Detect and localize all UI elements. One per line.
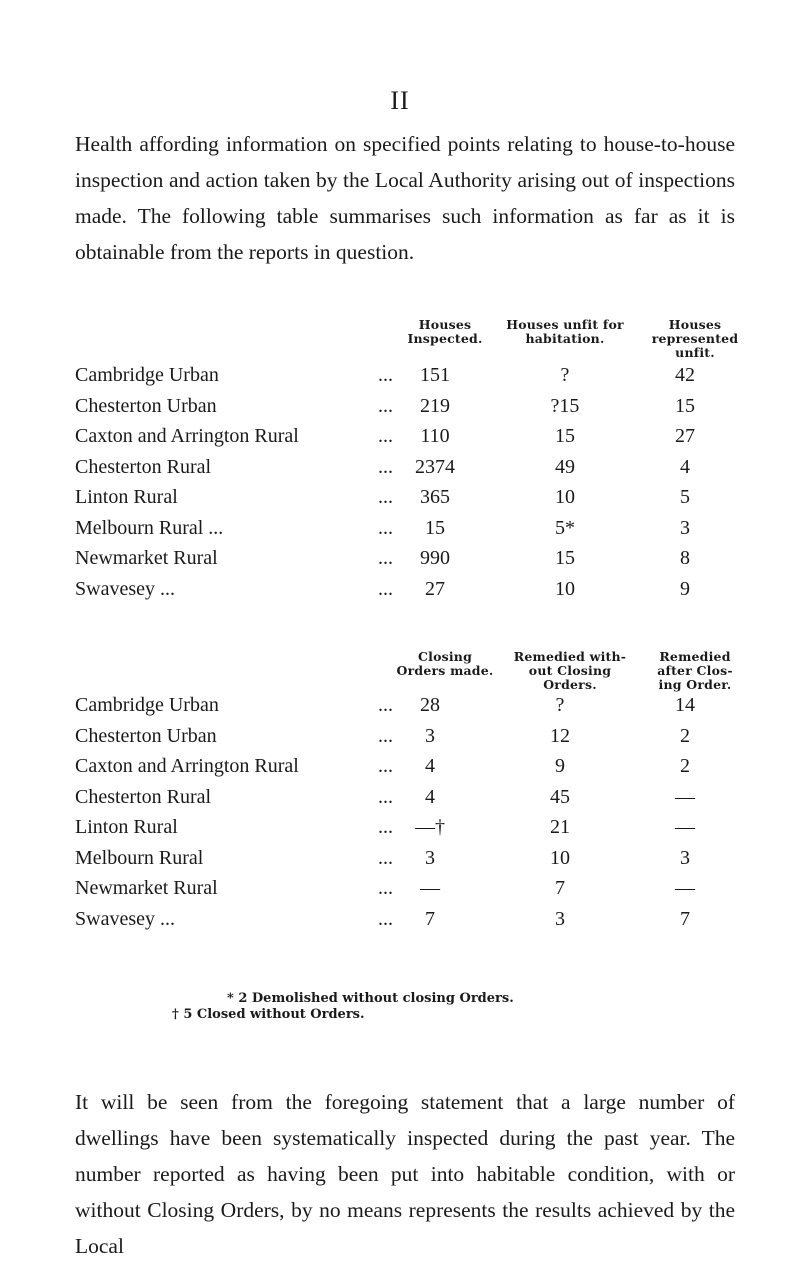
- cell-value-col1: —: [420, 877, 440, 899]
- cell-value-col2: 15: [555, 547, 575, 569]
- table-row: [75, 364, 745, 396]
- leader-dots: ...: [378, 846, 393, 869]
- cell-value-col1: 7: [425, 907, 435, 930]
- cell-value-col2: 49: [555, 455, 575, 478]
- cell-value-col1: 27: [425, 577, 445, 600]
- cell-value-col1: 15: [425, 516, 445, 539]
- footnotes: [75, 991, 514, 1023]
- header-remedied-without-closing-orders: Remedied with- out Closing Orders.: [513, 649, 627, 692]
- cell-value-col2: 15: [555, 425, 575, 447]
- table-row: [75, 725, 745, 757]
- cell-value-col3: 2: [680, 724, 690, 747]
- page-number: II: [390, 86, 410, 115]
- district-name: Chesterton Rural: [75, 455, 212, 478]
- leader-dots: ...: [378, 486, 393, 508]
- cell-value-col1: —†: [415, 816, 445, 838]
- header-closing-orders-made: Closing Orders made.: [396, 649, 494, 678]
- leader-dots: ...: [378, 816, 393, 838]
- cell-value-col3: 42: [675, 364, 695, 386]
- cell-value-col3: 8: [680, 547, 690, 569]
- district-name: Chesterton Urban: [75, 394, 217, 417]
- table-row: [75, 755, 745, 787]
- leader-dots: ...: [378, 364, 393, 386]
- cell-value-col2: 10: [550, 846, 570, 869]
- table-row: [75, 456, 745, 488]
- table-row: [75, 486, 745, 518]
- district-name: Linton Rural: [75, 816, 178, 838]
- cell-value-col1: 990: [420, 547, 450, 569]
- leader-dots: ...: [378, 724, 393, 747]
- leader-dots: ...: [378, 907, 393, 930]
- district-name: Caxton and Arrington Rural: [75, 755, 299, 777]
- leader-dots: ...: [378, 755, 393, 777]
- district-name: Newmarket Rural: [75, 877, 218, 899]
- cell-value-col2: 12: [550, 724, 570, 747]
- cell-value-col3: 4: [680, 455, 690, 478]
- cell-value-col3: —: [675, 816, 695, 838]
- header-houses-inspected: Houses Inspected.: [407, 317, 483, 346]
- cell-value-col1: 110: [420, 425, 450, 447]
- district-name: Cambridge Urban: [75, 364, 219, 386]
- cell-value-col1: 3: [425, 846, 435, 869]
- table-row: [75, 578, 745, 610]
- cell-value-col1: 219: [420, 394, 450, 417]
- cell-value-col3: —: [675, 785, 695, 808]
- district-name: Melbourn Rural ...: [75, 516, 224, 539]
- cell-value-col2: 21: [550, 816, 570, 838]
- district-name: Chesterton Urban: [75, 724, 217, 747]
- cell-value-col1: 3: [425, 724, 435, 747]
- district-name: Swavesey ...: [75, 577, 175, 600]
- leader-dots: ...: [378, 694, 393, 716]
- cell-value-col3: 27: [675, 425, 695, 447]
- cell-value-col1: 4: [425, 785, 435, 808]
- cell-value-col3: 3: [680, 516, 690, 539]
- cell-value-col2: 45: [550, 785, 570, 808]
- table-row: [75, 908, 745, 940]
- cell-value-col2: 9: [555, 755, 565, 777]
- table-row: [75, 816, 745, 848]
- cell-value-col1: 28: [420, 694, 440, 716]
- cell-value-col2: 5*: [555, 516, 575, 539]
- cell-value-col2: ?: [555, 694, 565, 716]
- district-name: Linton Rural: [75, 486, 178, 508]
- footnote-demolished: * 2 Demolished without closing Orders.: [227, 991, 514, 1006]
- table-row: [75, 877, 745, 909]
- leader-dots: ...: [378, 877, 393, 899]
- table-row: [75, 425, 745, 457]
- header-remedied-after-closing-order: Remedied after Clos- ing Order.: [657, 649, 733, 692]
- leader-dots: ...: [378, 425, 393, 447]
- cell-value-col1: 2374: [415, 455, 455, 478]
- cell-value-col1: 4: [425, 755, 435, 777]
- district-name: Chesterton Rural: [75, 785, 212, 808]
- closing-paragraph: It will be seen from the foregoing statement that a large number of dwellings have been systematically inspected during the past year. The number reported as having been put into habitable condition, with or without Closing Orders, by no means represents the results achieved by the Local: [75, 1090, 735, 1258]
- leader-dots: ...: [378, 516, 393, 539]
- leader-dots: ...: [378, 455, 393, 478]
- cell-value-col2: ?15: [550, 394, 580, 417]
- cell-value-col1: 151: [420, 364, 450, 386]
- cell-value-col2: 7: [555, 877, 565, 899]
- cell-value-col3: 15: [675, 394, 695, 417]
- leader-dots: ...: [378, 577, 393, 600]
- district-name: Cambridge Urban: [75, 694, 219, 716]
- table-row: [75, 547, 745, 579]
- table-row: [75, 395, 745, 427]
- cell-value-col2: 10: [555, 577, 575, 600]
- leader-dots: ...: [378, 394, 393, 417]
- cell-value-col3: 5: [680, 486, 690, 508]
- table-row: [75, 517, 745, 549]
- table-row: [75, 786, 745, 818]
- cell-value-col3: —: [675, 877, 695, 899]
- cell-value-col2: ?: [560, 364, 570, 386]
- cell-value-col3: 7: [680, 907, 690, 930]
- table-row: [75, 847, 745, 879]
- leader-dots: ...: [378, 785, 393, 808]
- district-name: Newmarket Rural: [75, 547, 218, 569]
- footnote-closed: † 5 Closed without Orders.: [172, 1007, 365, 1022]
- cell-value-col3: 3: [680, 846, 690, 869]
- cell-value-col2: 3: [555, 907, 565, 930]
- table-row: [75, 694, 745, 726]
- cell-value-col3: 9: [680, 577, 690, 600]
- header-houses-unfit: Houses unfit for habitation.: [506, 317, 624, 346]
- cell-value-col3: 14: [675, 694, 695, 716]
- district-name: Melbourn Rural: [75, 846, 204, 869]
- cell-value-col3: 2: [680, 755, 690, 777]
- cell-value-col1: 365: [420, 486, 450, 508]
- leader-dots: ...: [378, 547, 393, 569]
- intro-paragraph: Health affording information on specified points relating to house-to-house inspection and action taken by the Local Authority arising out of inspections made. The following table summarises such information as far as it is obtainable from the reports in question.: [75, 132, 735, 264]
- district-name: Caxton and Arrington Rural: [75, 425, 299, 447]
- district-name: Swavesey ...: [75, 907, 175, 930]
- header-houses-represented-unfit: Houses represented unfit.: [651, 317, 739, 360]
- cell-value-col2: 10: [555, 486, 575, 508]
